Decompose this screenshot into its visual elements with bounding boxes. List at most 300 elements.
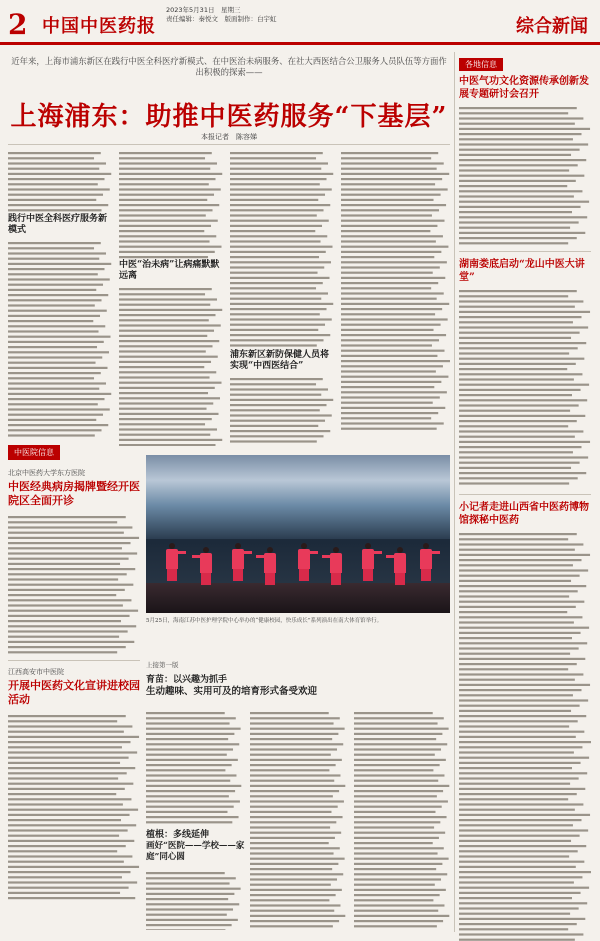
text-line — [8, 731, 124, 733]
text-line — [459, 741, 591, 743]
text-line — [459, 939, 575, 941]
text-line — [459, 389, 581, 391]
text-line — [354, 795, 437, 797]
text-line — [354, 852, 438, 854]
text-line — [459, 866, 576, 868]
text-line — [354, 790, 443, 792]
text-line — [8, 809, 138, 811]
text-line — [354, 769, 433, 771]
text-line — [8, 641, 134, 643]
text-line — [459, 347, 578, 349]
text-line — [250, 748, 337, 750]
text-line — [250, 780, 334, 782]
text-line — [354, 821, 440, 823]
text-line — [459, 306, 575, 308]
text-line — [250, 811, 331, 813]
column-divider — [454, 52, 455, 932]
text-line — [250, 894, 336, 896]
text-line — [459, 564, 573, 566]
text-line — [250, 821, 336, 823]
text-line — [459, 673, 583, 675]
text-line — [8, 542, 130, 544]
text-line — [250, 800, 344, 802]
text-line — [250, 852, 334, 854]
dancer-figure — [392, 547, 408, 585]
text-line — [8, 741, 130, 743]
text-line — [146, 924, 232, 926]
text-line — [459, 699, 588, 701]
text-line — [459, 337, 571, 339]
text-line — [146, 712, 225, 714]
text-line — [354, 722, 438, 724]
text-line — [250, 904, 340, 906]
text-line — [8, 762, 120, 764]
text-line — [250, 915, 345, 917]
dancer-figure — [296, 543, 312, 581]
text-line — [146, 722, 230, 724]
text-line — [8, 835, 119, 837]
text-line — [250, 899, 329, 901]
text-line — [459, 321, 573, 323]
text-line — [354, 894, 440, 896]
text-line — [459, 316, 581, 318]
text-line — [459, 482, 569, 484]
text-line — [354, 920, 443, 922]
text-line — [459, 892, 581, 894]
text-line — [8, 814, 130, 816]
text-line — [146, 903, 239, 905]
text-line — [459, 128, 590, 130]
rule — [8, 660, 140, 661]
text-line — [250, 774, 340, 776]
text-line — [459, 420, 577, 422]
text-line — [354, 780, 438, 782]
text-line — [459, 705, 580, 707]
text-line — [459, 378, 574, 380]
text-line — [459, 190, 582, 192]
text-line — [459, 616, 582, 618]
text-line — [146, 717, 236, 719]
text-line — [459, 290, 577, 292]
text-line — [8, 568, 135, 570]
text-line — [459, 809, 575, 811]
text-line — [8, 715, 126, 717]
text-line — [459, 855, 569, 857]
text-line — [459, 451, 573, 453]
rule — [459, 251, 591, 252]
main-headline: 上海浦东：助推中医药服务“下基层” — [10, 102, 448, 132]
text-line — [459, 835, 580, 837]
dancer-figure — [360, 543, 376, 581]
text-line — [146, 877, 236, 879]
text-line — [459, 736, 576, 738]
stage-floor — [146, 583, 450, 613]
text-line — [146, 733, 234, 735]
text-line — [230, 440, 317, 442]
section-title: 综合新闻 — [516, 16, 588, 37]
rule — [459, 494, 591, 495]
text-line — [459, 117, 583, 119]
text-line — [8, 547, 122, 549]
hospital-headline-1: 中医经典病房揭牌暨经开医院区全面开诊 — [8, 480, 140, 507]
text-line — [459, 793, 577, 795]
text-line — [459, 169, 569, 171]
text-line — [8, 594, 116, 596]
bottom-headline-2: 植根：多线延伸 — [146, 830, 210, 840]
text-line — [459, 720, 578, 722]
text-line — [146, 821, 232, 823]
text-line — [8, 819, 121, 821]
text-line — [250, 728, 345, 730]
text-line — [8, 840, 134, 842]
text-line — [459, 897, 572, 899]
text-line — [250, 910, 334, 912]
text-line — [459, 195, 574, 197]
text-line — [459, 549, 575, 551]
text-line — [8, 892, 120, 894]
text-line — [250, 722, 334, 724]
text-line — [250, 769, 329, 771]
text-line — [459, 446, 581, 448]
text-line — [459, 477, 578, 479]
text-line — [459, 358, 584, 360]
right-headline-3: 小记者走进山西省中医药博物馆探秘中医药 — [459, 502, 589, 526]
text-line — [459, 637, 572, 639]
text-line — [250, 868, 332, 870]
dancer-figure — [164, 543, 180, 581]
text-line — [459, 185, 567, 187]
text-line — [459, 731, 584, 733]
text-line — [250, 878, 337, 880]
text-line — [459, 601, 584, 603]
text-line — [354, 785, 449, 787]
text-line — [146, 919, 238, 921]
text-line — [459, 632, 581, 634]
text-line — [146, 914, 227, 916]
text-line — [459, 216, 587, 218]
text-line — [459, 757, 589, 759]
text-line — [8, 845, 126, 847]
text-line — [8, 578, 118, 580]
text-line — [230, 430, 330, 432]
text-line — [250, 842, 329, 844]
text-line — [459, 399, 587, 401]
text-line — [459, 627, 589, 629]
text-line — [459, 611, 567, 613]
text-line — [146, 759, 238, 761]
body-text — [8, 713, 140, 903]
text-line — [8, 589, 125, 591]
bottom-subheadline-1: 生动趣味、实用可及的培育形式备受欢迎 — [146, 686, 318, 697]
text-line — [459, 227, 570, 229]
text-line — [459, 783, 570, 785]
text-line — [8, 537, 139, 539]
text-line — [354, 837, 439, 839]
text-line — [354, 873, 447, 875]
text-line — [146, 898, 228, 900]
text-line — [459, 410, 570, 412]
text-line — [459, 112, 568, 114]
text-line — [250, 858, 345, 860]
text-line — [250, 738, 332, 740]
text-line — [459, 647, 579, 649]
text-line — [250, 889, 342, 891]
text-line — [8, 772, 127, 774]
text-line — [354, 847, 444, 849]
text-line — [459, 154, 571, 156]
text-line — [459, 363, 576, 365]
masthead-meta — [166, 6, 277, 24]
text-line — [146, 790, 235, 792]
text-line — [459, 559, 581, 561]
text-line — [459, 107, 577, 109]
text-line — [8, 725, 132, 727]
text-line — [354, 842, 433, 844]
text-line — [459, 164, 578, 166]
text-line — [8, 850, 117, 852]
text-line — [250, 925, 333, 927]
text-line — [354, 863, 442, 865]
text-line — [459, 206, 581, 208]
text-line — [459, 143, 588, 145]
text-line — [146, 774, 236, 776]
text-line — [250, 806, 338, 808]
text-line — [459, 621, 574, 623]
text-line — [250, 837, 335, 839]
text-line — [459, 829, 588, 831]
text-line — [459, 824, 573, 826]
text-line — [459, 180, 576, 182]
text-line — [8, 630, 128, 632]
text-line — [459, 159, 586, 161]
text-line — [354, 754, 435, 756]
text-line — [146, 882, 230, 884]
subhead-2: 中医“治未病”让病痛默默远离 — [119, 260, 220, 281]
text-line — [8, 620, 121, 622]
dancer-figure — [198, 547, 214, 585]
text-line — [8, 625, 136, 627]
text-line — [8, 803, 123, 805]
body-text — [459, 288, 591, 488]
text-line — [354, 733, 442, 735]
text-line — [354, 832, 445, 834]
text-line — [459, 237, 577, 239]
text-line — [354, 738, 436, 740]
text-line — [354, 889, 446, 891]
text-line — [8, 552, 137, 554]
text-line — [459, 472, 586, 474]
text-line — [8, 615, 130, 617]
text-line — [459, 242, 568, 244]
text-line — [250, 764, 336, 766]
text-line — [8, 887, 129, 889]
text-line — [459, 232, 585, 234]
dance-performance-photo — [146, 455, 450, 613]
text-line — [459, 456, 588, 458]
text-line — [250, 754, 331, 756]
text-line — [250, 832, 341, 834]
text-line — [459, 923, 577, 925]
text-line — [8, 434, 95, 436]
text-line — [8, 751, 137, 753]
text-line — [459, 928, 568, 930]
text-line — [354, 764, 440, 766]
text-line — [354, 899, 433, 901]
issue-date: 2023年5月31日 星期三 — [166, 6, 241, 14]
text-line — [8, 720, 117, 722]
text-line — [354, 759, 446, 761]
text-line — [250, 743, 343, 745]
text-line — [146, 872, 225, 874]
text-line — [459, 767, 572, 769]
text-line — [8, 798, 131, 800]
text-line — [459, 710, 571, 712]
text-line — [354, 748, 441, 750]
text-line — [250, 920, 339, 922]
dancer-figure — [328, 547, 344, 585]
text-line — [459, 590, 578, 592]
text-line — [146, 929, 225, 930]
text-line — [8, 855, 132, 857]
text-line — [459, 585, 586, 587]
text-line — [8, 599, 131, 601]
text-line — [250, 816, 343, 818]
text-line — [8, 881, 137, 883]
text-line — [459, 642, 587, 644]
text-line — [8, 746, 122, 748]
text-line — [459, 871, 591, 873]
text-line — [8, 558, 129, 560]
text-line — [230, 435, 324, 437]
text-line — [8, 532, 124, 534]
text-line — [354, 774, 444, 776]
page-number: 2 — [8, 8, 28, 41]
text-line — [354, 743, 447, 745]
text-line — [459, 533, 577, 535]
text-line — [8, 866, 139, 868]
text-line — [459, 404, 579, 406]
text-line — [459, 441, 590, 443]
text-line — [146, 754, 227, 756]
text-line — [8, 757, 129, 759]
text-line — [459, 913, 570, 915]
text-line — [146, 893, 234, 895]
text-line — [8, 788, 125, 790]
text-line — [250, 733, 338, 735]
text-line — [250, 863, 338, 865]
text-line — [459, 342, 586, 344]
text-line — [459, 725, 569, 727]
text-line — [459, 684, 590, 686]
text-line-group — [8, 713, 140, 903]
text-line — [459, 798, 568, 800]
text-line — [459, 175, 584, 177]
continued-tag: 上接第一版 — [146, 661, 179, 669]
hospital-name-1: 北京中医药大学东方医院 — [8, 469, 85, 477]
text-line — [8, 521, 117, 523]
text-line — [8, 563, 120, 565]
text-line — [8, 861, 124, 863]
text-line — [459, 772, 587, 774]
text-line — [459, 211, 572, 213]
text-line — [146, 780, 230, 782]
dancer-figure — [262, 547, 278, 585]
editors-line: 责任编辑：秦悦文 版面制作：白宇虹 — [166, 15, 277, 23]
text-line — [459, 462, 580, 464]
text-line — [459, 430, 583, 432]
text-line — [459, 123, 575, 125]
text-line — [354, 868, 436, 870]
text-line — [250, 884, 331, 886]
text-line — [459, 606, 576, 608]
text-line — [146, 764, 232, 766]
text-line — [354, 811, 435, 813]
text-line — [459, 580, 571, 582]
text-line — [8, 604, 123, 606]
text-line — [459, 658, 585, 660]
text-line — [459, 663, 577, 665]
text-line — [354, 878, 441, 880]
text-line — [354, 904, 444, 906]
text-line — [250, 795, 333, 797]
text-line — [354, 884, 435, 886]
text-line — [459, 373, 582, 375]
text-line — [459, 133, 581, 135]
text-line — [354, 858, 449, 860]
hospital-name-2: 江西高安市中医院 — [8, 668, 64, 676]
text-line — [8, 636, 119, 638]
text-line — [459, 751, 574, 753]
subhead-1: 践行中医全科医疗服务新模式 — [8, 214, 108, 235]
bottom-subheadline-2: 画好“医院——学校——家庭”同心圆 — [146, 841, 245, 862]
text-line — [250, 847, 340, 849]
body-text — [459, 531, 591, 941]
text-line — [250, 759, 342, 761]
text-line — [459, 575, 580, 577]
text-line — [250, 790, 339, 792]
text-line — [459, 300, 583, 302]
text-line — [146, 888, 241, 890]
text-line — [354, 816, 447, 818]
text-line — [8, 651, 117, 653]
text-line — [459, 311, 590, 313]
text-line — [459, 762, 581, 764]
text-line — [459, 295, 568, 297]
text-line-group — [459, 531, 591, 941]
text-line — [459, 668, 568, 670]
text-line — [146, 743, 239, 745]
dancer-figure — [230, 543, 246, 581]
text-line — [146, 811, 227, 813]
text-line — [8, 516, 126, 518]
text-line — [459, 777, 579, 779]
text-line — [459, 918, 585, 920]
text-line — [459, 840, 571, 842]
text-line — [459, 887, 589, 889]
text-line — [459, 436, 575, 438]
news-brief-tag: 各地信息 — [459, 58, 503, 71]
right-column — [459, 52, 591, 941]
text-line — [250, 785, 345, 787]
text-line — [250, 717, 340, 719]
text-line — [459, 538, 568, 540]
text-line — [8, 783, 133, 785]
text-line — [459, 803, 583, 805]
text-line — [354, 915, 449, 917]
hospital-headline-2: 开展中医药文化宣讲进校园活动 — [8, 679, 140, 706]
body-text — [8, 514, 140, 654]
text-line — [459, 746, 582, 748]
